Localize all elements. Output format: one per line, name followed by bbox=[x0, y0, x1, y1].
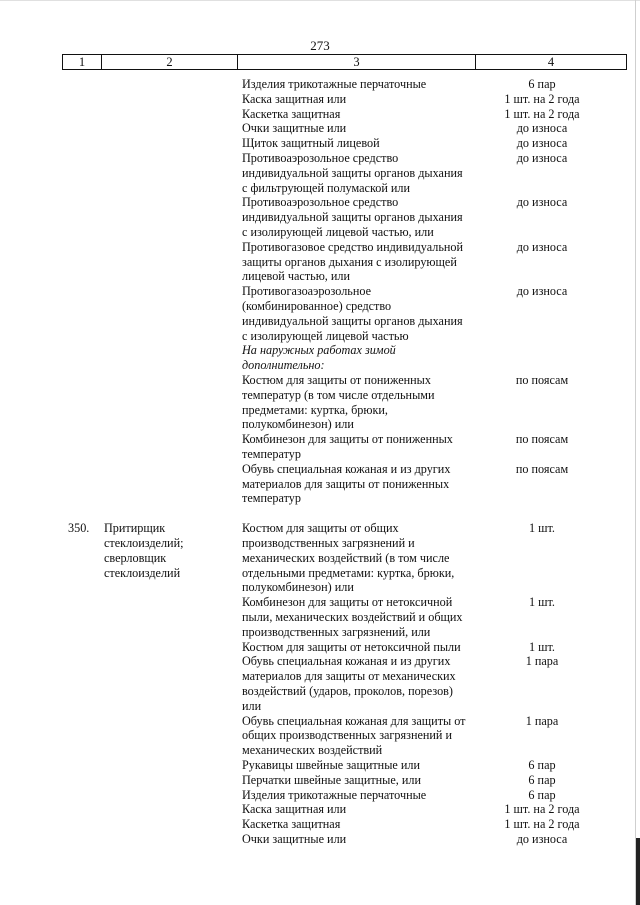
column-header-row bbox=[63, 55, 627, 70]
ppe-item bbox=[242, 136, 487, 151]
ppe-item bbox=[242, 284, 487, 343]
column-header-3: 3 bbox=[238, 55, 476, 70]
ppe-item bbox=[242, 373, 487, 432]
profession-name bbox=[104, 521, 234, 580]
column-header-2: 2 bbox=[102, 55, 238, 70]
issue-norm: по поясам bbox=[515, 432, 569, 447]
ppe-item-line: Противоаэрозольное средство bbox=[242, 195, 399, 210]
issue-norm: 6 пар bbox=[528, 787, 556, 802]
issue-norm: до износа bbox=[516, 136, 568, 151]
ppe-item-line: Обувь специальная кожаная для защиты от bbox=[242, 713, 466, 728]
issue-norm: до износа bbox=[516, 832, 568, 846]
ppe-item-line: Перчатки швейные защитные, или bbox=[242, 772, 422, 787]
ppe-item-line: общих производственных загрязнений и bbox=[242, 728, 453, 743]
ppe-item bbox=[242, 640, 487, 655]
ppe-item-line: механических воздействий (в том числе bbox=[242, 550, 450, 565]
ppe-item-line: лицевой частью, или bbox=[242, 269, 351, 284]
issue-norm: 1 пара bbox=[525, 713, 559, 728]
ppe-item-line: материалов для защиты от пониженных bbox=[242, 476, 450, 491]
scan-artifact-bar bbox=[636, 838, 640, 905]
scan-edge-top bbox=[0, 0, 640, 1]
issue-norm: 1 шт. на 2 года bbox=[504, 91, 580, 106]
ppe-item-line: Противогазовое средство индивидуальной bbox=[242, 239, 464, 254]
issue-norm: 1 шт. bbox=[529, 521, 555, 536]
ppe-item-line: Обувь специальная кожаная и из других bbox=[242, 654, 451, 669]
ppe-item-line: Изделия трикотажные перчаточные bbox=[242, 787, 427, 802]
ppe-item-line: На наружных работах зимой bbox=[242, 343, 396, 358]
ppe-item-line: индивидуальной защиты органов дыхания bbox=[242, 313, 463, 328]
ppe-item-line: Обувь специальная кожаная и из других bbox=[242, 461, 451, 476]
ppe-item-line: Комбинезон для защиты от пониженных bbox=[242, 432, 453, 447]
ppe-item bbox=[242, 462, 487, 506]
ppe-item bbox=[242, 432, 487, 462]
issue-norm: 1 шт. bbox=[529, 639, 555, 654]
issue-norm: 1 пара bbox=[525, 654, 559, 669]
row-number: 350. bbox=[68, 521, 90, 536]
ppe-item-line: Каскетка защитная bbox=[242, 106, 341, 121]
ppe-item-line: воздействий (ударов, проколов, порезов) bbox=[242, 683, 453, 698]
issue-norm: до износа bbox=[516, 151, 568, 165]
ppe-item-line: (комбинированное) средство bbox=[242, 298, 392, 313]
ppe-item-line: с изолирующей лицевой частью, или bbox=[242, 224, 434, 239]
ppe-item bbox=[242, 817, 487, 832]
profession-name-line: стеклоизделий; bbox=[104, 535, 184, 550]
ppe-item-line: Каскетка защитная bbox=[242, 817, 341, 832]
issue-norm: по поясам bbox=[515, 461, 569, 476]
ppe-item-line: защиты органов дыхания с изолирующей bbox=[242, 254, 457, 269]
ppe-item-line: дополнительно: bbox=[242, 358, 325, 373]
ppe-item-line: материалов для защиты от механических bbox=[242, 669, 456, 684]
ppe-item-line: Рукавицы швейные защитные или bbox=[242, 758, 420, 772]
column-header-4: 4 bbox=[476, 55, 627, 70]
ppe-item-line: с изолирующей лицевой частью bbox=[242, 328, 409, 343]
ppe-item-line: Очки защитные или bbox=[242, 832, 347, 846]
ppe-item bbox=[242, 802, 487, 817]
issue-norm: 1 шт. на 2 года bbox=[504, 106, 580, 121]
ppe-item bbox=[242, 121, 487, 136]
ppe-item-line: температур bbox=[242, 446, 301, 461]
issue-norm: 6 пар bbox=[528, 772, 556, 787]
issue-norm: по поясам bbox=[515, 373, 569, 387]
column-header-1: 1 bbox=[63, 55, 102, 70]
ppe-item-line: Щиток защитный лицевой bbox=[242, 136, 380, 151]
ppe-item bbox=[242, 788, 487, 803]
ppe-item-line: Противогазоаэрозольное bbox=[242, 284, 372, 299]
ppe-item-line: предметами: куртка, брюки, bbox=[242, 402, 388, 417]
ppe-item-line: механических воздействий bbox=[242, 743, 383, 758]
issue-norm: до износа bbox=[516, 195, 568, 210]
ppe-item-line: индивидуальной защиты органов дыхания bbox=[242, 210, 463, 225]
ppe-item-line: Очки защитные или bbox=[242, 121, 347, 136]
ppe-item-line: Изделия трикотажные перчаточные bbox=[242, 77, 427, 91]
profession-name-line: Притирщик bbox=[104, 521, 166, 536]
ppe-item-line: Костюм для защиты от общих bbox=[242, 521, 399, 536]
ppe-item bbox=[242, 151, 487, 195]
ppe-item bbox=[242, 92, 487, 107]
ppe-item bbox=[242, 240, 487, 284]
ppe-item bbox=[242, 195, 487, 239]
ppe-item-line: полукомбинезон) или bbox=[242, 417, 354, 432]
ppe-item-line: индивидуальной защиты органов дыхания bbox=[242, 165, 463, 180]
issue-norm: 1 шт. на 2 года bbox=[504, 817, 580, 832]
ppe-item bbox=[242, 107, 487, 122]
profession-name-line: сверловщик bbox=[104, 550, 167, 565]
ppe-item-line: производственных загрязнений, или bbox=[242, 624, 431, 639]
column-header-table bbox=[62, 54, 627, 70]
ppe-item bbox=[242, 521, 487, 595]
page-number: 273 bbox=[310, 38, 330, 53]
ppe-item bbox=[242, 654, 487, 713]
ppe-item-line: с фильтрующей полумаской или bbox=[242, 180, 411, 195]
issue-norm: до износа bbox=[516, 239, 568, 254]
ppe-item-line: Каска защитная или bbox=[242, 802, 347, 817]
ppe-item bbox=[242, 714, 487, 758]
issue-norm: до износа bbox=[516, 121, 568, 136]
ppe-item-line: производственных загрязнений и bbox=[242, 535, 415, 550]
ppe-item-line: Комбинезон для защиты от нетоксичной bbox=[242, 595, 453, 610]
issue-norm: 1 шт. на 2 года bbox=[504, 802, 580, 817]
issue-norm: 1 шт. bbox=[529, 595, 555, 610]
ppe-item bbox=[242, 595, 487, 639]
scan-edge-right bbox=[635, 0, 636, 905]
profession-name-line: стеклоизделий bbox=[104, 565, 181, 580]
ppe-item-line: полукомбинезон) или bbox=[242, 580, 354, 595]
ppe-item bbox=[242, 77, 487, 92]
ppe-item bbox=[242, 832, 487, 847]
issue-norm: 6 пар bbox=[528, 77, 556, 91]
issue-norm: до износа bbox=[516, 284, 568, 299]
ppe-item-line: температур bbox=[242, 491, 301, 506]
ppe-item bbox=[242, 773, 487, 788]
ppe-item-line: температур (в том числе отдельными bbox=[242, 387, 435, 402]
ppe-item-line: Костюм для защиты от нетоксичной пыли bbox=[242, 639, 461, 654]
ppe-item bbox=[242, 758, 487, 773]
ppe-item-line: Костюм для защиты от пониженных bbox=[242, 373, 431, 387]
section-note bbox=[242, 343, 487, 373]
ppe-item-line: пыли, механических воздействий и общих bbox=[242, 609, 463, 624]
ppe-item-line: или bbox=[242, 698, 262, 713]
ppe-item-line: отдельными предметами: куртка, брюки, bbox=[242, 565, 455, 580]
ppe-item-line: Каска защитная или bbox=[242, 91, 347, 106]
ppe-item-line: Противоаэрозольное средство bbox=[242, 151, 399, 165]
issue-norm: 6 пар bbox=[528, 758, 556, 772]
